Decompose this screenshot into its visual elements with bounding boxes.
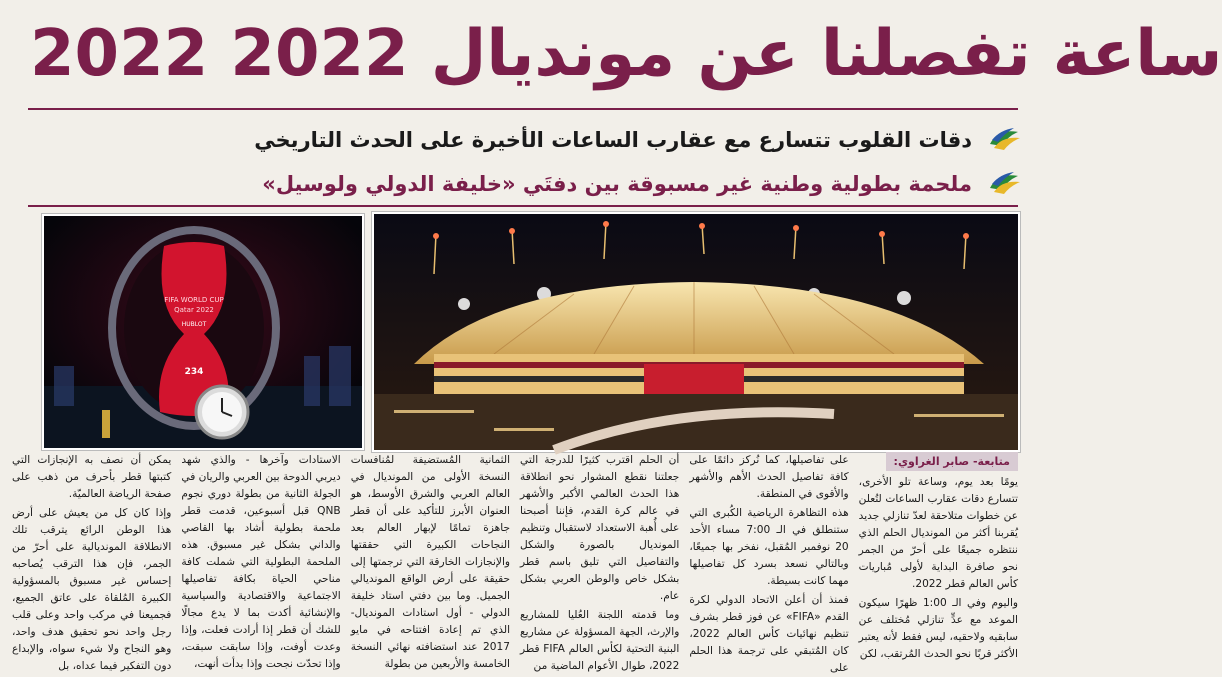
top-rule xyxy=(28,108,1018,110)
article-body xyxy=(12,452,1019,674)
article-column xyxy=(181,452,341,670)
byline: متابعة- صابر الغراوي: xyxy=(886,452,1018,471)
paragraph: هذه التظاهرة الرياضية الكُبرى التي ستنطلق في الـ 7:00 مساء الأحد 20 نوفمبر المُقبل، نفخر بها جميعًا، وبالتالي نسعد بسرد كل تفاصيلها مهما كانت بسيطة. xyxy=(689,507,849,587)
subhead-1-text: دقات القلوب تتسارع مع عقارب الساعات الأخيرة على الحدث التاريخي xyxy=(254,128,972,152)
article-column xyxy=(350,452,511,670)
subhead-2-text: ملحمة بطولية وطنية غير مسبوقة بين دفتَي «خليفة الدولي ولوسيل» xyxy=(262,172,972,196)
paragraph: وإذا كان كل من يعيش على أرض هذا الوطن الرائع يترقب تلك الانطلاقة المونديالية على أحرّ من الجمر، فإن هذا الترقب يُصاحبه إحساس غير مسبوق بالمسؤولية الكبيرة المُلقاة على عاتق الجميع، فجميعنا في مركب واحد وعلى قلب رجل واحد نحو تحقيق هدف واحد، وهو النجاح ولا شيء سواه، والإبداع دون التفكير فيما عداه، بل xyxy=(12,507,172,672)
article-column xyxy=(859,452,1018,663)
paragraph: يمكن أن نصف به الإنجازات التي كتبتها قطر بأحرف من ذهب على صفحة الرياضة العالميّة. xyxy=(12,454,172,500)
article-column xyxy=(689,452,849,674)
paragraph: فمنذ أن أعلن الاتحاد الدولي لكرة القدم «FIFA» عن فوز قطر بشرف تنظيم نهائيات كأس العالم 2022، كان المُتبقي على ترجمة هذا الحلم على xyxy=(689,594,849,674)
world-cup-emblem-icon xyxy=(988,126,1022,152)
countdown-digits: 234 xyxy=(184,367,204,377)
countdown-clock-photo xyxy=(42,214,364,450)
paragraph: واليوم وفي الـ 1:00 ظهرًا سيكون الموعد مع عدٍّ تنازلي مُختلف عن سابقيه ولاحقيه، ليس فقط لأنه يعتبر الأكثر قربًا نحو الحدث المُرتقب، لكن xyxy=(858,597,1019,660)
world-cup-emblem-icon xyxy=(988,170,1022,196)
subhead-1 xyxy=(30,122,980,158)
cup-text-line-2: Qatar 2022 xyxy=(174,306,214,314)
headline: 2022 ساعة تفصلنا عن مونديال 2022 xyxy=(30,17,1222,91)
paragraph: يومًا بعد يوم، وساعة تلو الأخرى، تتسارع دقات عقارب الساعات لتُعلن عن خطوات متلاحقة لعدّ تنازلي جديد يُقربنا أكثر من المونديال الحلم الذي ننتظره جميعًا على أحرّ من الجمر نحو صافرة البداية لأولى مُباريات كأس العالم قطر 2022. xyxy=(858,476,1018,590)
subhead-2 xyxy=(30,166,980,202)
paragraph: على تفاصيلها، كما نُركز دائمًا على كافة تفاصيل الحدث الأهم والأشهر والأقوى في المنطقة. xyxy=(689,454,849,500)
article-column xyxy=(520,452,680,672)
paragraph: أن الحلم اقترب كثيرًا للدرجة التي جعلتنا نقطع المشوار نحو انطلاقة هذا الحدث العالمي الأكبر والأشهر في عالم كرة القدم، فإننا أصبحنا على أُهبة الاستعداد لاستقبال وتنظيم المونديال بالصورة والشكل والتفاصيل التي تليق باسم قطر بشكل خاص والوطن العربي بشكل عام. xyxy=(520,454,680,602)
cup-text-line-1: FIFA WORLD CUP xyxy=(164,296,224,304)
paragraph: وما قدمته اللجنة العُليا للمشاريع والإرث، الجهة المسؤولة عن مشاريع البنية التحتية لكأس العالم FIFA قطر 2022، طوال الأعوام الماضية من xyxy=(520,609,680,672)
article-column xyxy=(12,452,172,672)
stadium-fireworks-photo xyxy=(372,212,1020,452)
bottom-rule xyxy=(28,205,1018,207)
paragraph: الثمانية المُستضيفة لمُنافسات النسخة الأولى من المونديال في العالم العربي والشرق الأوسط، هو العنوان الأبرز للتأكيد على أن قطر جاهزة تمامًا لإبهار العالم بعد النجاحات الكبيرة التي حققتها والإنجازات الخارقة التي ترجمتها إلى حقيقة على أرض الواقع المونديالي الجميل. وما بين دفتي استاد خليفة الدولي - أول استادات المونديال- الذي تم إعادة افتتاحه في مايو 2017 عند استضافته نهائي النسخة الخامسة والأربعين من بطولة xyxy=(350,454,511,670)
paragraph: الاستادات وآخرها - والذي شهد ديربي الدوحة بين العربي والريان في الجولة الثانية من بطولة دوري نجوم QNB قبل أسبوعين، قدمت قطر ملحمة بطولية أشاد بها القاصي والداني بشكل غير مسبوق. هذه الملحمة البطولية التي شملت كافة مناحي الحياة بكافة تفاصيلها الاجتماعية والاقتصادية والسياسية والإنشائية أكدت بما لا يدع مجالًا للشك أن قطر إذا أرادت فعلت، وإذا وعدت أوفت، وإذا سابقت سبقت، وإذا تحدّت نجحت وإذا بدأت أنهت، xyxy=(181,454,341,670)
brand-text: HUBLOT xyxy=(181,321,207,328)
